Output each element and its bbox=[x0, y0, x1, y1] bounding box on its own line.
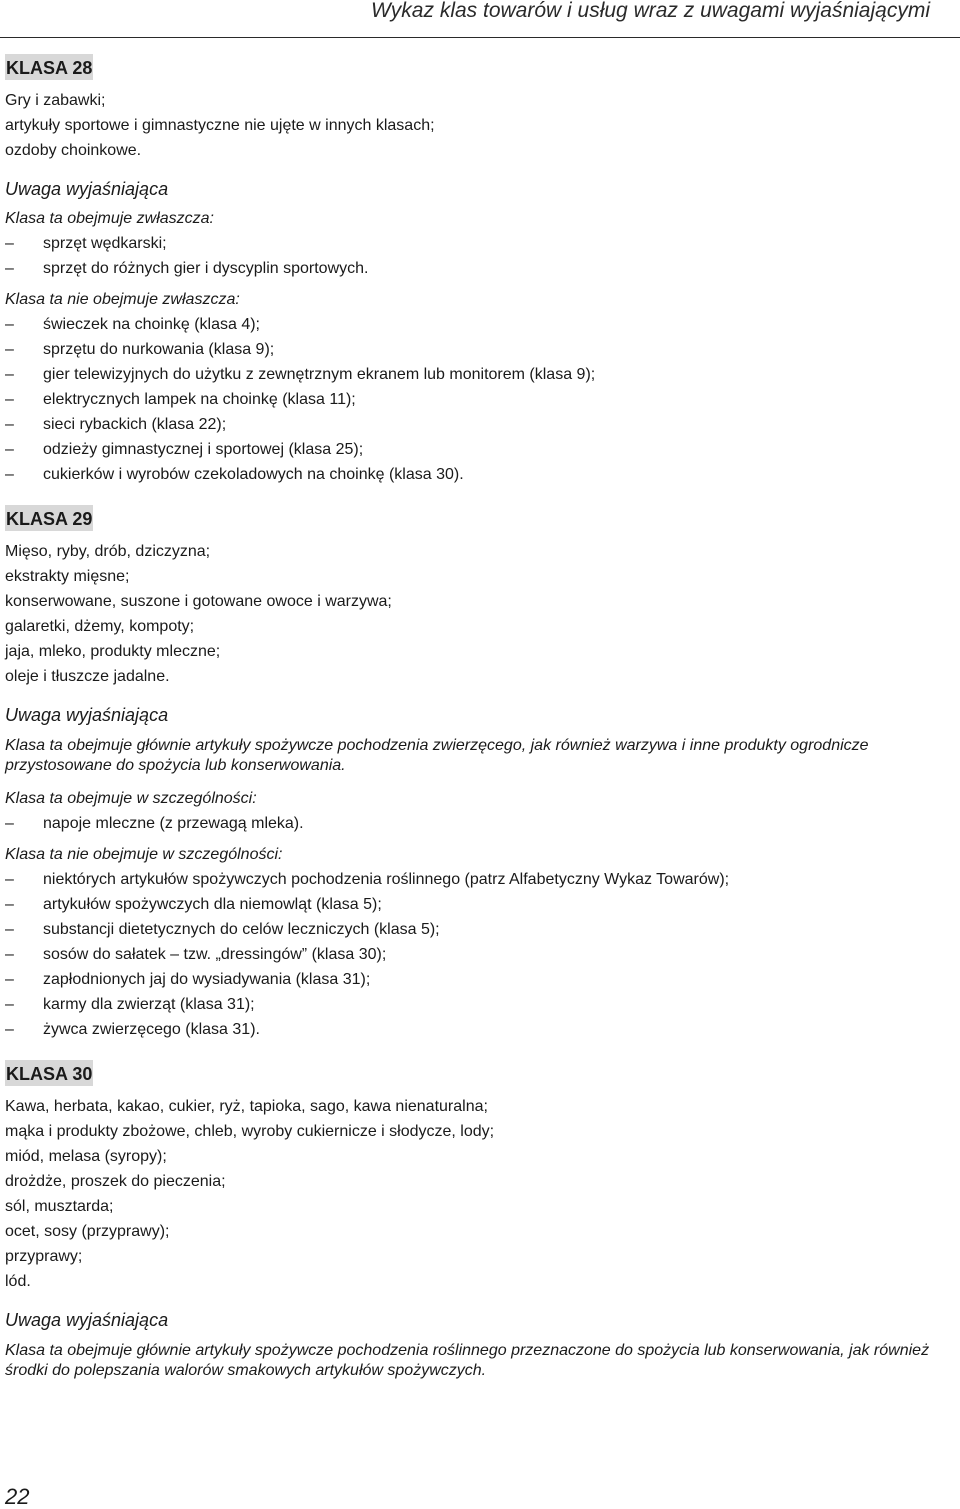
list-item: – karmy dla zwierząt (klasa 31); bbox=[5, 992, 955, 1017]
explanatory-note: Klasa ta obejmuje głównie artykuły spożywcze pochodzenia roślinnego przeznaczone do spożycia lub konserwowania, jak również środki do polepszania walorów smakowych artykułów spożywczych. bbox=[5, 1342, 930, 1379]
dash-bullet: – bbox=[5, 1021, 14, 1038]
klasa-line: mąka i produkty zbożowe, chleb, wyroby cukiernicze i słodycze, lody; bbox=[5, 1123, 495, 1140]
list-item: – sieci rybackich (klasa 22); bbox=[5, 412, 955, 437]
list-item: – świeczek na choinkę (klasa 4); bbox=[5, 312, 955, 337]
explanatory-note: Klasa ta obejmuje głównie artykuły spożywcze pochodzenia zwierzęcego, jak również warzywa i inne produkty ogrodnicze przystosowane do spożycia lub konserwowania. bbox=[5, 737, 869, 774]
excludes-label: Klasa ta nie obejmuje zwłaszcza: bbox=[5, 291, 240, 308]
klasa-line: Kawa, herbata, kakao, cukier, ryż, tapioka, sago, kawa nienaturalna; bbox=[5, 1098, 488, 1115]
klasa-line: ocet, sosy (przyprawy); bbox=[5, 1223, 170, 1240]
list-item: – artykułów spożywczych dla niemowląt (klasa 5); bbox=[5, 892, 955, 917]
klasa-line: przyprawy; bbox=[5, 1248, 83, 1265]
dash-bullet: – bbox=[5, 366, 14, 383]
list-item: – sprzęt wędkarski; bbox=[5, 231, 955, 256]
klasa-line: Gry i zabawki; bbox=[5, 92, 106, 109]
klasa-line: galaretki, dżemy, kompoty; bbox=[5, 618, 195, 635]
klasa-28-section bbox=[5, 54, 955, 487]
dash-bullet: – bbox=[5, 260, 14, 277]
list-item: – sosów do sałatek – tzw. „dressingów” (klasa 30); bbox=[5, 942, 955, 967]
dash-bullet: – bbox=[5, 971, 14, 988]
header-divider bbox=[0, 37, 960, 38]
list-item: – napoje mleczne (z przewagą mleka). bbox=[5, 811, 955, 836]
includes-list bbox=[5, 811, 955, 836]
dash-bullet: – bbox=[5, 341, 14, 358]
dash-bullet: – bbox=[5, 871, 14, 888]
includes-list bbox=[5, 231, 955, 281]
dash-bullet: – bbox=[5, 416, 14, 433]
klasa-line: artykuły sportowe i gimnastyczne nie ujęte w innych klasach; bbox=[5, 117, 435, 134]
list-item: – cukierków i wyrobów czekoladowych na choinkę (klasa 30). bbox=[5, 462, 955, 487]
klasa-30-lines bbox=[5, 1094, 955, 1294]
includes-label: Klasa ta obejmuje w szczególności: bbox=[5, 790, 257, 807]
dash-bullet: – bbox=[5, 946, 14, 963]
klasa-28-lines bbox=[5, 88, 955, 163]
list-item: – sprzętu do nurkowania (klasa 9); bbox=[5, 337, 955, 362]
excludes-list bbox=[5, 867, 955, 1042]
dash-bullet: – bbox=[5, 921, 14, 938]
list-item: – substancji dietetycznych do celów leczniczych (klasa 5); bbox=[5, 917, 955, 942]
klasa-line: lód. bbox=[5, 1273, 31, 1290]
list-item: – niektórych artykułów spożywczych pochodzenia roślinnego (patrz Alfabetyczny Wykaz Towarów); bbox=[5, 867, 955, 892]
klasa-29-section bbox=[5, 505, 955, 1042]
klasa-line: oleje i tłuszcze jadalne. bbox=[5, 668, 170, 685]
list-item: – gier telewizyjnych do użytku z zewnętrznym ekranem lub monitorem (klasa 9); bbox=[5, 362, 955, 387]
klasa-line: jaja, mleko, produkty mleczne; bbox=[5, 643, 221, 660]
dash-bullet: – bbox=[5, 896, 14, 913]
uwaga-heading: Uwaga wyjaśniająca bbox=[5, 705, 169, 725]
klasa-28-heading: KLASA 28 bbox=[5, 54, 93, 80]
dash-bullet: – bbox=[5, 235, 14, 252]
klasa-line: konserwowane, suszone i gotowane owoce i warzywa; bbox=[5, 593, 392, 610]
dash-bullet: – bbox=[5, 441, 14, 458]
list-item: – sprzęt do różnych gier i dyscyplin sportowych. bbox=[5, 256, 955, 281]
klasa-line: drożdże, proszek do pieczenia; bbox=[5, 1173, 226, 1190]
list-item: – odzieży gimnastycznej i sportowej (klasa 25); bbox=[5, 437, 955, 462]
klasa-29-heading: KLASA 29 bbox=[5, 505, 93, 531]
dash-bullet: – bbox=[5, 466, 14, 483]
dash-bullet: – bbox=[5, 815, 14, 832]
dash-bullet: – bbox=[5, 391, 14, 408]
klasa-30-heading: KLASA 30 bbox=[5, 1060, 93, 1086]
klasa-line: ozdoby choinkowe. bbox=[5, 142, 142, 159]
uwaga-heading: Uwaga wyjaśniająca bbox=[5, 1310, 169, 1330]
running-header: Wykaz klas towarów i usług wraz z uwagami wyjaśniającymi bbox=[370, 0, 930, 22]
list-item: – żywca zwierzęcego (klasa 31). bbox=[5, 1017, 955, 1042]
klasa-29-lines bbox=[5, 539, 955, 689]
klasa-line: sól, musztarda; bbox=[5, 1198, 114, 1215]
klasa-line: Mięso, ryby, drób, dziczyzna; bbox=[5, 543, 211, 560]
page-number: 22 bbox=[5, 1484, 30, 1509]
klasa-30-section bbox=[5, 1060, 955, 1381]
klasa-line: ekstrakty mięsne; bbox=[5, 568, 130, 585]
includes-label: Klasa ta obejmuje zwłaszcza: bbox=[5, 210, 214, 227]
dash-bullet: – bbox=[5, 996, 14, 1013]
document-body bbox=[5, 54, 955, 1381]
excludes-list bbox=[5, 312, 955, 487]
uwaga-heading: Uwaga wyjaśniająca bbox=[5, 179, 169, 199]
klasa-line: miód, melasa (syropy); bbox=[5, 1148, 167, 1165]
dash-bullet: – bbox=[5, 316, 14, 333]
list-item: – elektrycznych lampek na choinkę (klasa 11); bbox=[5, 387, 955, 412]
list-item: – zapłodnionych jaj do wysiadywania (klasa 31); bbox=[5, 967, 955, 992]
excludes-label: Klasa ta nie obejmuje w szczególności: bbox=[5, 846, 283, 863]
